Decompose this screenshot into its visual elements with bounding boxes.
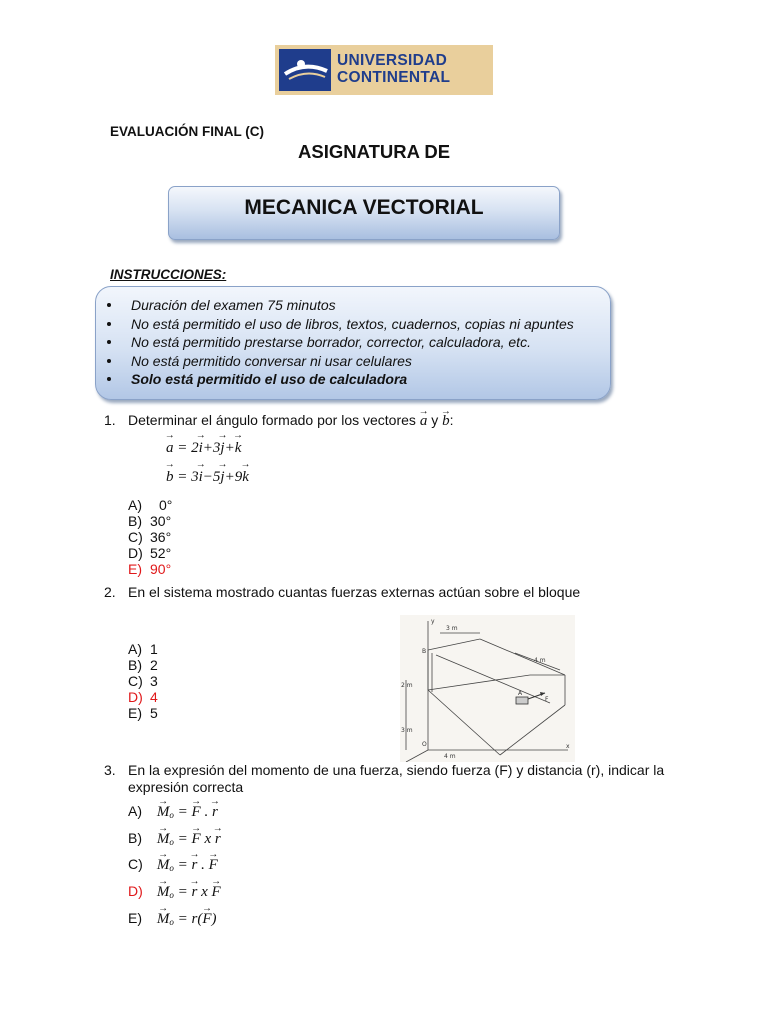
option-value: 90° [150,561,172,577]
question-3 [0,762,768,798]
bullet-icon [107,303,111,307]
sym-eq: = [177,804,188,820]
question-2 [0,584,768,604]
sym-f: → F [212,884,221,900]
eq-b-i: → i [199,469,203,486]
instruction-text: Duración del examen 75 minutos [131,297,336,313]
eq-a-c3: + [224,440,235,456]
option-label: E) [128,705,142,721]
option-label: B) [128,830,142,846]
fig-label-o: O [422,741,427,748]
option-value: 2 [150,657,158,673]
bullet-icon [107,322,111,326]
q3-option-a [128,803,218,823]
q1-option-c [128,529,171,545]
sym-eq: = [177,831,188,847]
sym-eq: = [177,857,188,873]
option-label: D) [128,689,143,705]
option-expr [154,911,217,927]
question-number: 3. [104,762,116,778]
option-expr [154,884,221,900]
fig-label-b: B [422,648,427,655]
logo-emblem-icon [279,49,331,91]
option-label: C) [128,856,143,872]
fig-label-x: x [566,743,570,750]
course-title: MECANICA VECTORIAL [244,196,484,219]
sym-m: → M [157,911,170,927]
eq-b-k: → k [242,469,249,486]
instruction-text: No está permitido prestarse borrador, corrector, calculadora, etc. [131,334,531,351]
list-item [96,296,574,315]
bullet-icon [107,377,111,381]
equation-b [166,469,249,486]
sym-o: o [169,810,174,820]
sym-eq: = [177,884,188,900]
eq-a-c1: = 2 [177,440,199,456]
question-text-main: Determinar el ángulo formado por los vectores [128,412,416,428]
fig-label-3m-left: 3 m [401,727,413,734]
evaluation-label: EVALUACIÓN FINAL (C) [110,124,264,139]
sym-o: o [169,890,174,900]
bullet-icon [107,359,111,363]
course-title-box [168,186,560,240]
option-value: 1 [150,641,158,657]
equation-a [166,440,241,457]
option-label: D) [128,545,143,561]
sym-rparen: ) [211,911,217,927]
option-value: 30° [150,513,172,529]
q2-option-b [128,657,158,673]
sym-r: → r [192,857,198,873]
instructions-list [96,296,574,389]
q1-option-d [128,545,171,561]
q1-option-b [128,513,171,529]
option-expr [154,831,221,847]
question-text: En el sistema mostrado cuantas fuerzas externas actúan sobre el bloque [128,584,581,600]
list-item [96,315,574,334]
instruction-text: No está permitido conversar ni usar celulares [131,352,412,369]
fig-label-f: F [545,696,549,703]
vector-b: → b [442,413,450,430]
university-logo [275,45,493,95]
sym-f: → F [192,831,201,847]
list-item [96,333,574,352]
sym-lparen: ( [197,911,203,927]
eq-b-j: → j [220,469,224,486]
sym-r: → r [192,884,198,900]
sym-m: → M [157,884,170,900]
eq-a-i: → i [199,440,203,457]
option-value: 4 [150,689,158,705]
option-value: 5 [150,705,158,721]
option-label: A) [128,641,142,657]
question-1 [0,412,768,432]
colon: : [449,412,454,428]
question-text [128,412,668,430]
option-label: E) [128,910,142,926]
sym-o: o [169,917,174,927]
option-label: B) [128,513,142,529]
question-number: 2. [104,584,116,600]
fig-label-4m-bottom: 4 m [444,753,456,760]
sym-r: r [191,911,198,927]
bullet-icon [107,340,111,344]
option-value: 0° [159,497,173,513]
eq-a-lhs: → a [166,440,174,457]
sym-r: → r [215,831,221,847]
q2-option-e [128,705,158,721]
eq-b-c2: −5 [202,469,221,485]
sym-o: o [169,837,174,847]
instruction-text: No está permitido el uso de libros, textos, cuadernos, copias ni apuntes [131,315,574,332]
option-label: C) [128,529,143,545]
option-value: 52° [150,545,172,561]
eq-a-k: → k [235,440,242,457]
sym-f: → F [209,857,218,873]
sym-r: → r [212,804,218,820]
block-system-figure [400,615,575,762]
option-label: E) [128,561,142,577]
sym-m: → M [157,831,170,847]
instructions-box [95,286,611,400]
q2-option-d [128,689,158,705]
option-value: 36° [150,529,172,545]
eq-a-c2: +3 [202,440,221,456]
option-label: C) [128,673,143,689]
option-label: A) [128,497,142,513]
eq-b-lhs: → b [166,469,174,486]
q1-option-a [128,497,172,513]
q3-option-d [128,883,221,903]
sym-eq: = [177,911,188,927]
sym-f: → F [192,804,201,820]
vector-a: → a [420,413,428,430]
eq-b-c3: +9 [224,469,243,485]
option-value: 3 [150,673,158,689]
fig-label-a: A [518,690,523,697]
option-expr [154,804,218,820]
question-number: 1. [104,412,116,428]
option-label: D) [128,883,143,899]
sym-m: → M [157,804,170,820]
sym-dot: . [201,857,205,873]
subject-label: ASIGNATURA DE [298,141,451,162]
instructions-heading: INSTRUCCIONES: [110,267,227,282]
sym-cross: x [201,884,208,900]
eq-a-j: → j [220,440,224,457]
question-text: En la expresión del momento de una fuerza, siendo fuerza (F) y distancia (r), indicar la expresión correcta [128,762,665,795]
instruction-text: Solo está permitido el uso de calculadora [131,371,408,388]
sym-o: o [169,863,174,873]
conjunction: y [431,412,439,428]
option-label: A) [128,803,142,819]
fig-label-2m: 2 m [401,682,413,689]
sym-cross: x [204,831,212,847]
sym-dot: . [204,804,209,820]
logo-line2: CONTINENTAL [337,69,451,86]
fig-label-4m-right: 4 m [534,657,546,664]
list-item [96,352,574,371]
q3-option-e [128,910,217,930]
q3-option-c [128,856,218,876]
fig-label-3m-top: 3 m [446,625,458,632]
q2-option-a [128,641,158,657]
list-item [96,370,574,389]
eq-b-c1: = 3 [177,469,199,485]
q1-option-e [128,561,171,577]
option-expr [154,857,218,873]
logo-line1: UNIVERSIDAD [337,52,448,69]
option-label: B) [128,657,142,673]
fig-label-y: y [431,618,435,625]
q2-option-c [128,673,158,689]
q3-option-b [128,830,221,850]
sym-m: → M [157,857,170,873]
sym-f: → F [202,911,211,927]
